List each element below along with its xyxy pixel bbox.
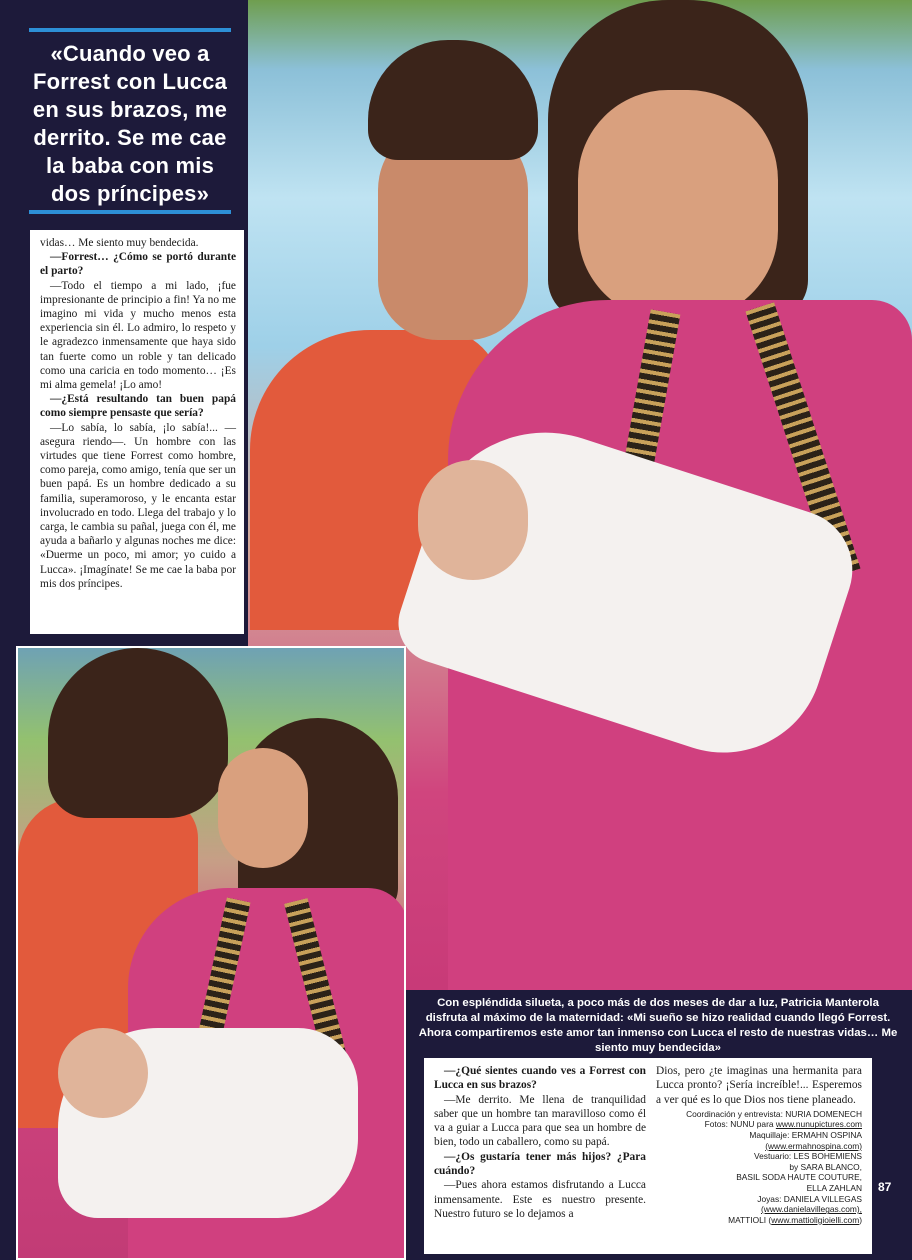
question (434, 1064, 646, 1093)
inset-woman-face (218, 748, 308, 868)
credit-line: BASIL SODA HAUTE COUTURE, (736, 1172, 862, 1183)
pull-quote: «Cuando veo a Forrest con Lucca en sus brazos, me derrito. Se me cae la baba con mis dos príncipes» (32, 41, 228, 206)
interview-box (424, 1058, 872, 1254)
question-text: —¿Qué sientes cuando ves a Forrest con Lucca en sus brazos? (434, 1065, 646, 1092)
credit-line (656, 1119, 862, 1130)
paragraph: vidas… Me siento muy bendecida. (40, 237, 199, 249)
credit-link[interactable]: (www.danielavillegas.com), (760, 1204, 862, 1215)
inset-photo (16, 646, 406, 1260)
credit-line (656, 1215, 862, 1226)
question (40, 250, 236, 278)
credit-link[interactable]: (www.ermahnospina.com) (765, 1140, 862, 1151)
credit-line: Maquillaje: ERMAHN OSPINA (749, 1130, 862, 1141)
pull-quote-box (29, 28, 231, 214)
credit-text: Fotos: NUNU para (704, 1119, 776, 1130)
credit-link[interactable]: www.mattioligioielli.com (771, 1214, 860, 1225)
pull-quote-bottom-rule (29, 210, 231, 214)
inset-man-hair (48, 648, 228, 818)
credit-line: Vestuario: LES BOHEMIENS (754, 1151, 862, 1162)
question-text: —Forrest… ¿Cómo se portó durante el parto? (40, 251, 236, 278)
credit-line: ELLA ZAHLAN (806, 1183, 862, 1194)
credit-text: ) (859, 1214, 862, 1225)
question-text: —¿Está resultando tan buen papá como siempre pensaste que sería? (40, 393, 236, 420)
answer: —Lo sabía, lo sabía, ¡lo sabía!... —asegura riendo—. Un hombre con las virtudes que tiene Forrest como hombre, como pareja, como amigo, tenía que ser un buen papá. Es un hombre dedicado a su familia, superamoroso, y le encanta estar involucrado en todo. Llega del trabajo y lo carga, le cambia su pañal, juega con él, me ayuda a bañarlo y algunas noches me dice: «Duerme un poco, mi amor; yo cuido a Lucca». ¡Imagínate! Se me cae la baba por mis dos príncipes. (40, 421, 236, 590)
answer: —Todo el tiempo a mi lado, ¡fue impresionante de principio a fin! Ya no me imagino mi vida y mucho menos esta experiencia sin él. Lo admiro, lo respeto y le agradezco inmensamente que haya sido tan fuerte como un roble y tan delicado como una caricia en todo momento… ¡Es mi alma gemela! ¡Lo amo! (40, 279, 236, 392)
answer: —Pues ahora estamos disfrutando a Lucca inmensamente. Este es nuestro presente. Nuestro futuro se lo dejamos a (434, 1179, 646, 1220)
answer: —Me derrito. Me llena de tranquilidad saber que un hombre tan maravilloso como él va a guiar a Lucca para que sea un hombre de bien, todo un caballero, como su papá. (434, 1093, 646, 1149)
man-hair (368, 40, 538, 160)
credits (656, 1109, 862, 1226)
interview-column-2 (656, 1064, 862, 1225)
baby-face (418, 460, 528, 580)
left-column-text (30, 230, 244, 634)
question (40, 392, 236, 420)
photo-caption: Con espléndida silueta, a poco más de dos meses de dar a luz, Patricia Manterola disfruta al máximo de la maternidad: «Mi sueño se hizo realidad cuando llegó Forrest. Ahora compartiremos este amor tan inmenso con Lucca el resto de nuestras vidas… Me siento muy bendecida» (418, 997, 898, 1054)
credit-line: Joyas: DANIELA VILLEGAS (757, 1193, 862, 1204)
question-text: —¿Os gustaría tener más hijos? ¿Para cuándo? (434, 1150, 646, 1178)
credit-link[interactable]: www.nunupictures.com (775, 1119, 862, 1130)
credit-line: by SARA BLANCO, (789, 1161, 862, 1172)
inset-baby-face (58, 1028, 148, 1118)
question (434, 1150, 646, 1179)
credit-line: Coordinación y entrevista: NURIA DOMENECH (686, 1108, 862, 1119)
answer-continued: Dios, pero ¿te imaginas una hermanita para Lucca pronto? ¡Sería increíble!... Esperemos a ver qué es lo que Dios nos tiene planeado. (656, 1065, 862, 1106)
pull-quote-top-rule (29, 28, 231, 32)
credit-text: MATTIOLI ( (728, 1214, 772, 1225)
page-number: 87 (878, 1180, 892, 1194)
interview-column-1 (434, 1064, 646, 1221)
woman-face (578, 90, 778, 320)
